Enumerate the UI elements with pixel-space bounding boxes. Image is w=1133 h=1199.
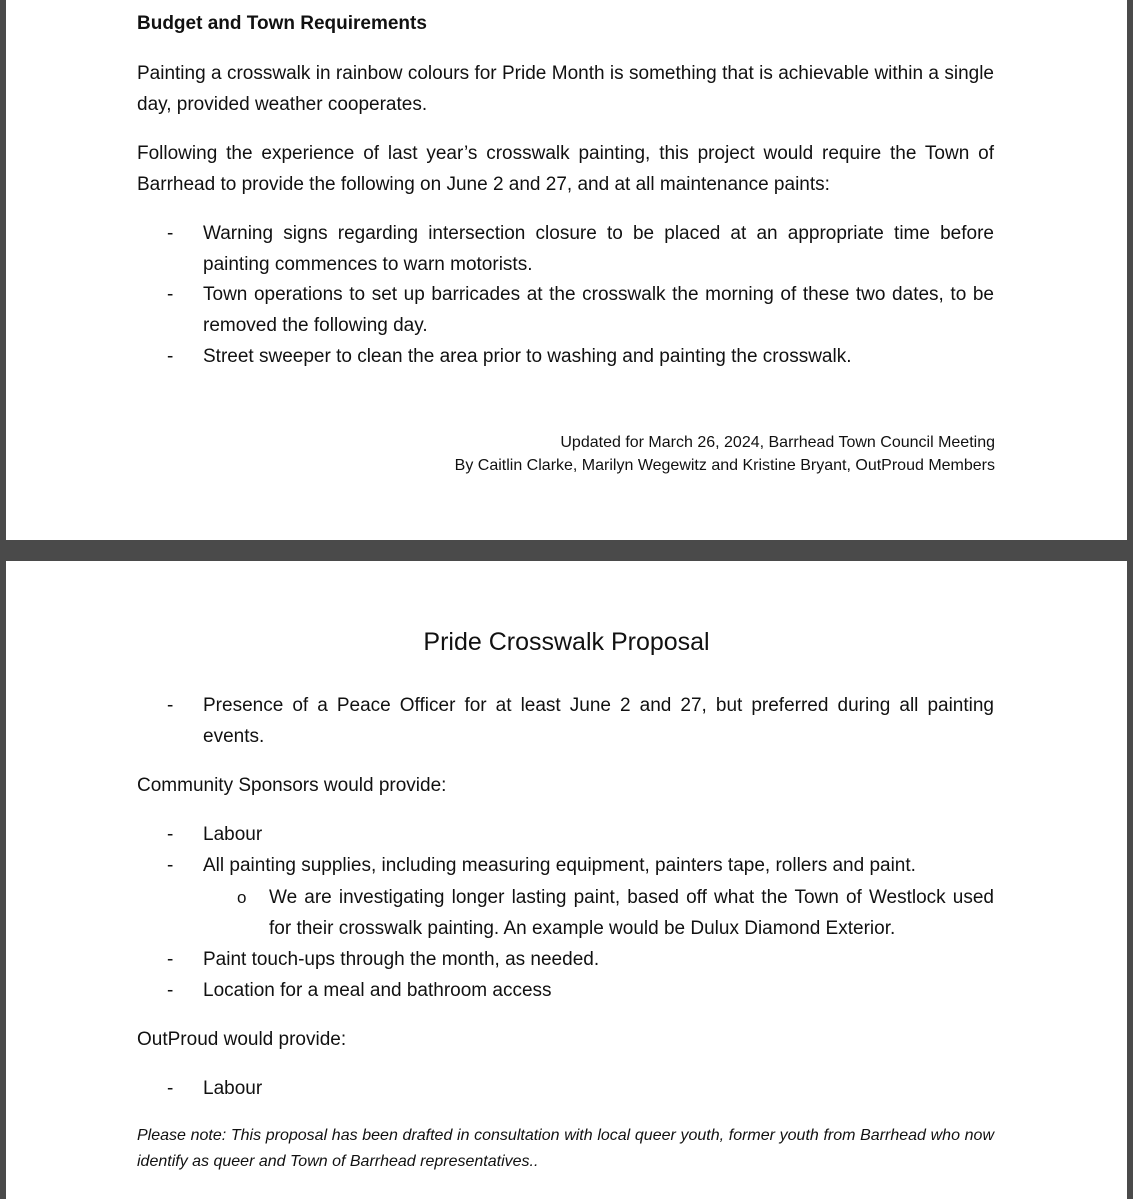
bullet-marker: - <box>167 346 174 367</box>
updated-line: Updated for March 26, 2024, Barrhead Town Council Meeting <box>560 434 995 451</box>
list-item-barricades: Town operations to set up barricades at the crosswalk the morning of these two dates, to be removed the following day. <box>203 284 994 336</box>
list-item-touch-ups: Paint touch-ups through the month, as needed. <box>203 949 600 970</box>
footnote: Please note: This proposal has been drafted in consultation with local queer youth, former youth from Barrhead who now identify as queer and Town of Barrhead representatives.. <box>137 1127 994 1170</box>
bullet-marker: - <box>167 223 174 244</box>
list-item-street-sweeper: Street sweeper to clean the area prior to washing and painting the crosswalk. <box>203 346 852 367</box>
list-item-meal-location: Location for a meal and bathroom access <box>203 980 552 1001</box>
bullet-marker: - <box>167 949 174 970</box>
list-item-outproud-labour: Labour <box>203 1078 263 1099</box>
page-title: Pride Crosswalk Proposal <box>423 628 710 656</box>
list-item-peace-officer: Presence of a Peace Officer for at least June 2 and 27, but preferred during all painting events. <box>203 695 994 747</box>
section-heading: Budget and Town Requirements <box>137 13 427 34</box>
authors-line: By Caitlin Clarke, Marilyn Wegewitz and Kristine Bryant, OutProud Members <box>454 457 995 474</box>
list-item-labour: Labour <box>203 824 263 845</box>
sponsors-heading: Community Sponsors would provide: <box>137 775 447 796</box>
sub-list-item-paint: We are investigating longer lasting paint, based off what the Town of Westlock used for their crosswalk painting. An example would be Dulux Diamond Exterior. <box>269 887 994 939</box>
bullet-marker: - <box>167 1078 174 1099</box>
paragraph-requirements: Following the experience of last year’s crosswalk painting, this project would require the Town of Barrhead to provide the following on June 2 and 27, and at all maintenance paints: <box>137 143 994 195</box>
document-page-2 <box>6 561 1127 1199</box>
list-item-painting-supplies: All painting supplies, including measuring equipment, painters tape, rollers and paint. <box>203 855 916 876</box>
list-item-warning-signs: Warning signs regarding intersection closure to be placed at an appropriate time before painting commences to warn motorists. <box>203 223 994 275</box>
document-page-1 <box>6 0 1127 540</box>
sub-bullet-marker: o <box>237 888 247 907</box>
paragraph-intro: Painting a crosswalk in rainbow colours for Pride Month is something that is achievable within a single day, provided weather cooperates. <box>137 63 994 115</box>
outproud-heading: OutProud would provide: <box>137 1029 347 1050</box>
bullet-marker: - <box>167 695 174 716</box>
bullet-marker: - <box>167 980 174 1001</box>
bullet-marker: - <box>167 824 174 845</box>
bullet-marker: - <box>167 284 174 305</box>
bullet-marker: - <box>167 855 174 876</box>
